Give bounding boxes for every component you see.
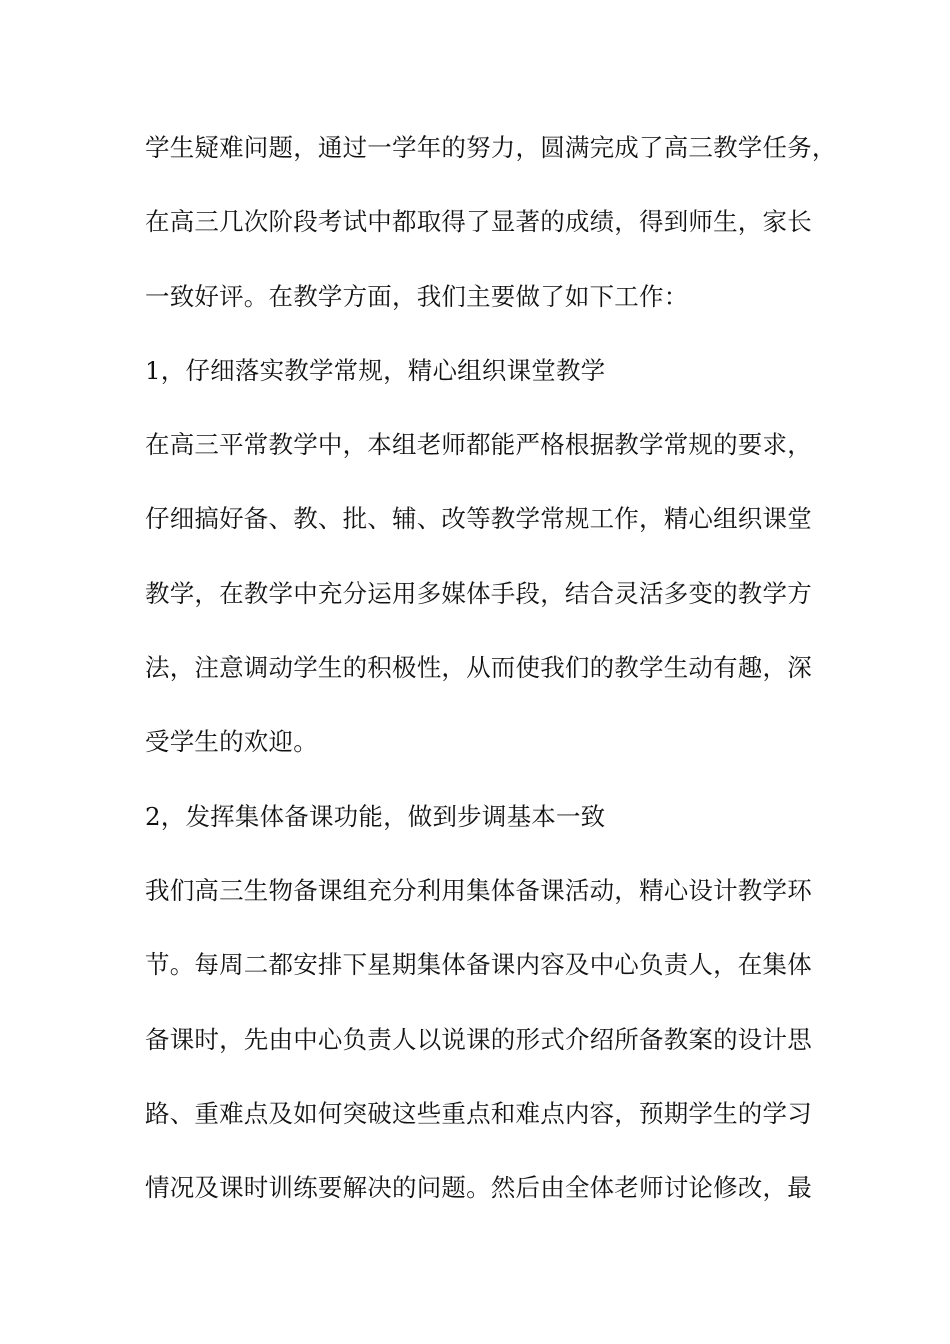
text-line: 我们高三生物备课组充分利用集体备课活动，精心设计教学环 [145, 875, 812, 905]
text-line: 在高三平常教学中，本组老师都能严格根据教学常规的要求， [145, 430, 812, 460]
text-line: 在高三几次阶段考试中都取得了显著的成绩，得到师生，家长 [145, 207, 812, 237]
text-line: 仔细搞好备、教、批、辅、改等教学常规工作，精心组织课堂 [145, 504, 812, 534]
text-line: 情况及课时训练要解决的问题。然后由全体老师讨论修改，最 [145, 1173, 812, 1203]
text-line: 一致好评。在教学方面，我们主要做了如下工作： [145, 281, 689, 311]
text-line: 学生疑难问题，通过一学年的努力，圆满完成了高三教学任务， [145, 133, 837, 162]
text-line: 备课时，先由中心负责人以说课的形式介绍所备教案的设计思 [145, 1024, 812, 1054]
text-line: 节。每周二都安排下星期集体备课内容及中心负责人，在集体 [145, 950, 812, 980]
text-line: 法，注意调动学生的积极性，从而使我们的教学生动有趣，深 [145, 653, 812, 683]
section-heading-2: 2，发挥集体备课功能，做到步调基本一致 [145, 801, 606, 831]
section-heading-1: 1，仔细落实教学常规，精心组织课堂教学 [145, 355, 606, 385]
text-line: 教学，在教学中充分运用多媒体手段，结合灵活多变的教学方 [145, 578, 812, 608]
text-line: 路、重难点及如何突破这些重点和难点内容，预期学生的学习 [145, 1098, 812, 1128]
body-text [145, 128, 837, 1242]
text-line: 受学生的欢迎。 [145, 727, 318, 757]
